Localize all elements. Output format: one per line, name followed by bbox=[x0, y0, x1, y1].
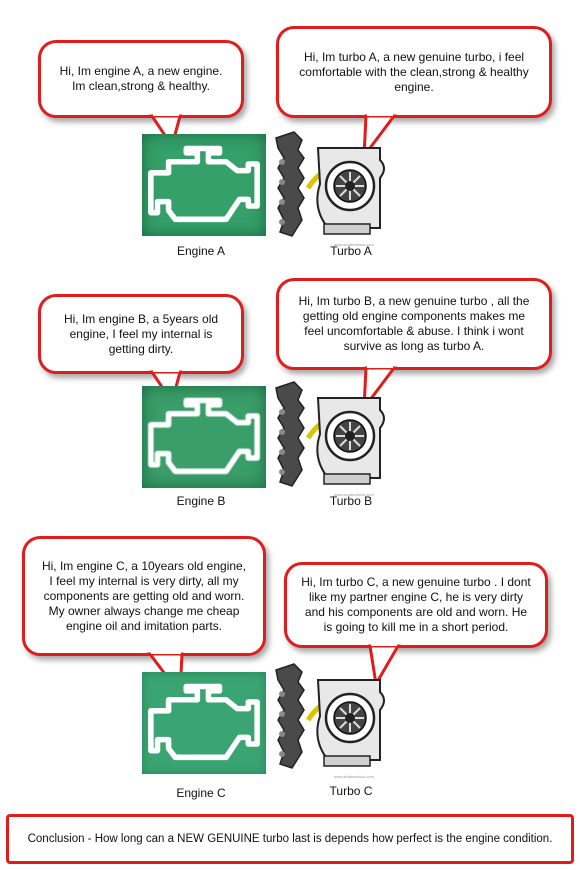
engine-c-label: Engine C bbox=[176, 786, 226, 800]
turbo-c-label: Turbo C bbox=[329, 784, 373, 798]
turbo-b-speech-bubble bbox=[276, 278, 552, 370]
engine-a-label: Engine A bbox=[176, 244, 226, 258]
turbo-c-speech-text: Hi, Im turbo C, a new genuine turbo . I dont like my partner engine C, he is very dirty and his components are old and worn. He is going to kill me in a short period. bbox=[301, 575, 531, 634]
engine-c-speech-text: Hi, Im engine C, a 10years old engine, I feel my internal is very dirty, all my components are getting old and worn. My owner always change me cheap engine oil and imitation parts. bbox=[41, 558, 247, 633]
turbo-a-image bbox=[268, 128, 392, 248]
conclusion-text: Conclusion - How long can a NEW GENUINE turbo last is depends how perfect is the engine condition. bbox=[27, 833, 553, 845]
engine-c-speech-bubble bbox=[22, 536, 266, 656]
engine-b-label: Engine B bbox=[176, 494, 226, 508]
engine-check-icon bbox=[142, 386, 266, 488]
turbo-a-speech-text: Hi, Im turbo A, a new genuine turbo, i feel comfortable with the clean,strong & healthy engine. bbox=[299, 49, 529, 94]
turbo-b-speech-text: Hi, Im turbo B, a new genuine turbo , all the getting old engine components makes me feel uncomfortable & abuse. I think i wont survive as long as turbo A. bbox=[298, 294, 530, 353]
engine-b-speech-text: Hi, Im engine B, a 5years old engine, I feel my internal is getting dirty. bbox=[63, 311, 219, 356]
turbo-a-speech-bubble bbox=[276, 26, 552, 118]
engine-check-icon bbox=[142, 134, 266, 236]
turbo-c-speech-bubble bbox=[284, 562, 548, 648]
engine-b-speech-bubble bbox=[38, 294, 244, 374]
engine-b-icon bbox=[142, 386, 266, 488]
engine-a-icon bbox=[142, 134, 266, 236]
turbo-c-image bbox=[268, 660, 392, 780]
turbo-a-label: Turbo A bbox=[330, 244, 372, 258]
engine-check-icon bbox=[142, 672, 266, 774]
engine-a-speech-text: Hi, Im engine A, a new engine. Im clean,strong & healthy. bbox=[59, 64, 223, 93]
turbo-b-label: Turbo B bbox=[329, 494, 373, 508]
turbo-b-image bbox=[268, 378, 392, 498]
engine-c-icon bbox=[142, 672, 266, 774]
conclusion-box bbox=[6, 814, 574, 864]
engine-a-speech-bubble bbox=[38, 40, 244, 118]
